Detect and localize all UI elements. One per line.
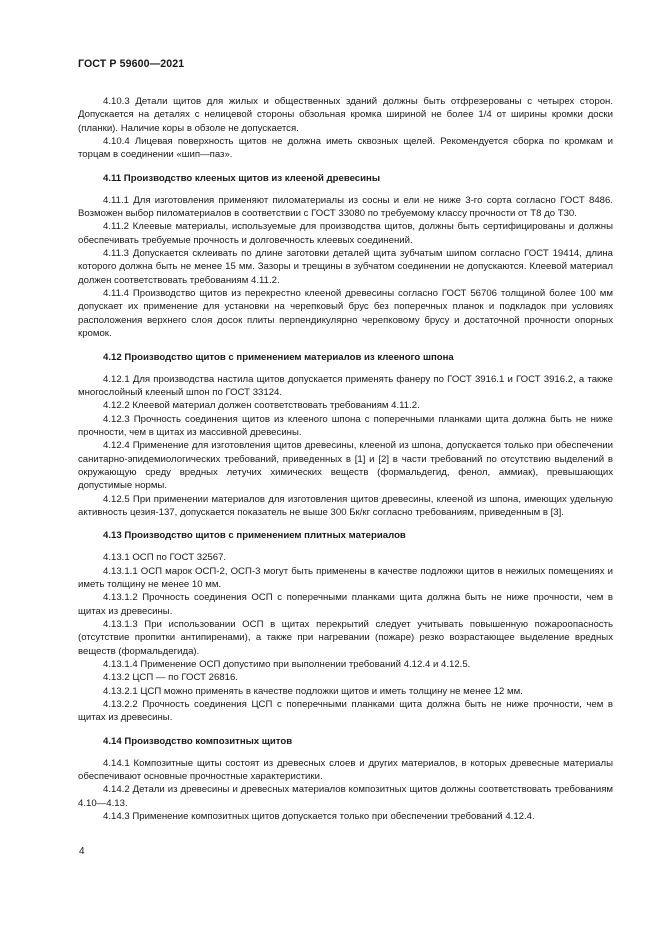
paragraph-4-12-5: 4.12.5 При применении материалов для изготовления щитов древесины, клееной из шпона, имеющих удельную активность цезия-137, допускается показатель не выше 300 Бк/кг согласно требованиям, приведенным в [3]. (78, 493, 613, 518)
paragraph-4-13-1-1: 4.13.1.1 ОСП марок ОСП-2, ОСП-3 могут быть применены в качестве подложки щитов в нежилых помещениях и иметь толщину не менее 10 мм. (78, 565, 613, 590)
section-heading-4-13: 4.13 Производство щитов с применением плитных материалов (103, 530, 406, 542)
page-number: 4 (79, 846, 85, 857)
paragraph-4-14-3: 4.14.3 Применение композитных щитов допускается только при обеспечении требований 4.12.4. (103, 811, 535, 823)
paragraph-4-13-2-1: 4.13.2.1 ЦСП можно применять в качестве подложки щитов и иметь толщину не менее 12 мм. (103, 685, 523, 697)
paragraph-4-10-4: 4.10.4 Лицевая поверхность щитов не должна иметь сквозных щелей. Рекомендуется сборка по кромкам и торцам в соединении «шип—паз». (78, 136, 613, 161)
paragraph-4-11-2: 4.11.2 Клеевые материалы, используемые для производства щитов, должны быть сертифицированы и должны обеспечивать требуемые прочность и долговечность клеевых соединений. (78, 221, 613, 246)
section-heading-4-14: 4.14 Производство композитных щитов (103, 735, 293, 747)
paragraph-4-12-4: 4.12.4 Применение для изготовления щитов древесины, клееной из шпона, допускается только при обеспечении санитарно-эпидемиологических требований, приведенных в [1] и [2] в части требований по отсутствию выделений в окружающую среду вредных летучих химических веществ (формальдегид, фенол, аммиак), превышающих допустимые нормы. (78, 440, 613, 492)
paragraph-4-11-4: 4.11.4 Производство щитов из перекрестно клееной древесины согласно ГОСТ 56706 толщиной более 100 мм допускает их применение для установки на черепковый брус без поперечных планок и подкладок при условиях расположения верхнего слоя досок плиты перпендикулярно черепковому брусу и достаточной прочности опорных кромок. (78, 288, 613, 340)
paragraph-4-13-2-2: 4.13.2.2 Прочность соединения ЦСП с поперечными планками щита должна быть не ниже прочности, чем в щитах из древесины. (78, 699, 613, 724)
paragraph-4-14-1: 4.14.1 Композитные щиты состоят из древесных слоев и других материалов, в которых древесные материалы обеспечивают основные прочностные характеристики. (78, 757, 613, 783)
paragraph-4-13-1-3: 4.13.1.3 При использовании ОСП в щитах перекрытий следует учитывать повышенную пожароопасность (отсутствие пропитки антипиренами), а также при нагревании (пожаре) резко возрастающее выделение вредных веществ (формальдегида). (78, 619, 613, 657)
section-heading-4-12: 4.12 Производство щитов с применением материалов из клееного шпона (103, 351, 454, 363)
paragraph-4-13-1-4: 4.13.1.4 Применение ОСП допустимо при выполнении требований 4.12.4 и 4.12.5. (103, 659, 471, 671)
paragraph-4-12-3: 4.12.3 Прочность соединения щитов из клееного шпона с поперечными планками щита должна быть не ниже прочности, чем в щитах из массивной древесины. (78, 413, 613, 438)
paragraph-4-13-1-2: 4.13.1.2 Прочность соединения ОСП с поперечными планками щита должна быть не ниже прочности, чем в щитах из древесины. (78, 592, 613, 617)
paragraph-4-12-2: 4.12.2 Клеевой материал должен соответствовать требованиям 4.11.2. (103, 400, 420, 412)
paragraph-4-11-1: 4.11.1 Для изготовления применяют пиломатериалы из сосны и ели не ниже 3-го сорта согласно ГОСТ 8486. Возможен выбор пиломатериалов в соответствии с ГОСТ 33080 по требуемому классу прочности от Т8 до Т30. (78, 194, 613, 220)
paragraph-4-14-2: 4.14.2 Детали из древесины и древесных материалов композитных щитов должны соответствовать требованиям 4.10—4.13. (78, 784, 613, 809)
document-body (78, 95, 613, 823)
paragraph-4-10-3: 4.10.3 Детали щитов для жилых и общественных зданий должны быть отфрезерованы с четырех сторон. Допускается на деталях с нелицевой стороны обзольная кромка шириной не более 1/4 от ширины кромки доски (планки). Наличие коры в обзоле не допускается. (78, 96, 613, 134)
paragraph-4-12-1: 4.12.1 Для производства настила щитов допускается применять фанеру по ГОСТ 3916.1 и ГОСТ 3916.2, а также многослойный клееный шпон по ГОСТ 33124. (78, 373, 613, 398)
section-heading-4-11: 4.11 Производство клееных щитов из клееной древесины (103, 172, 381, 184)
paragraph-4-11-3: 4.11.3 Допускается склеивать по длине заготовки деталей щита зубчатым шипом согласно ГОСТ 19414, длина которого должна быть не менее 15 мм. Зазоры и трещины в зубчатом соединении не допускаются. Клеевой материал должен соответствовать требованиям 4.11.2. (78, 248, 613, 286)
paragraph-4-13-2: 4.13.2 ЦСП — по ГОСТ 26816. (103, 672, 238, 684)
paragraph-4-13-1: 4.13.1 ОСП по ГОСТ 32567. (103, 552, 227, 564)
document-header: ГОСТ Р 59600—2021 (78, 58, 185, 70)
